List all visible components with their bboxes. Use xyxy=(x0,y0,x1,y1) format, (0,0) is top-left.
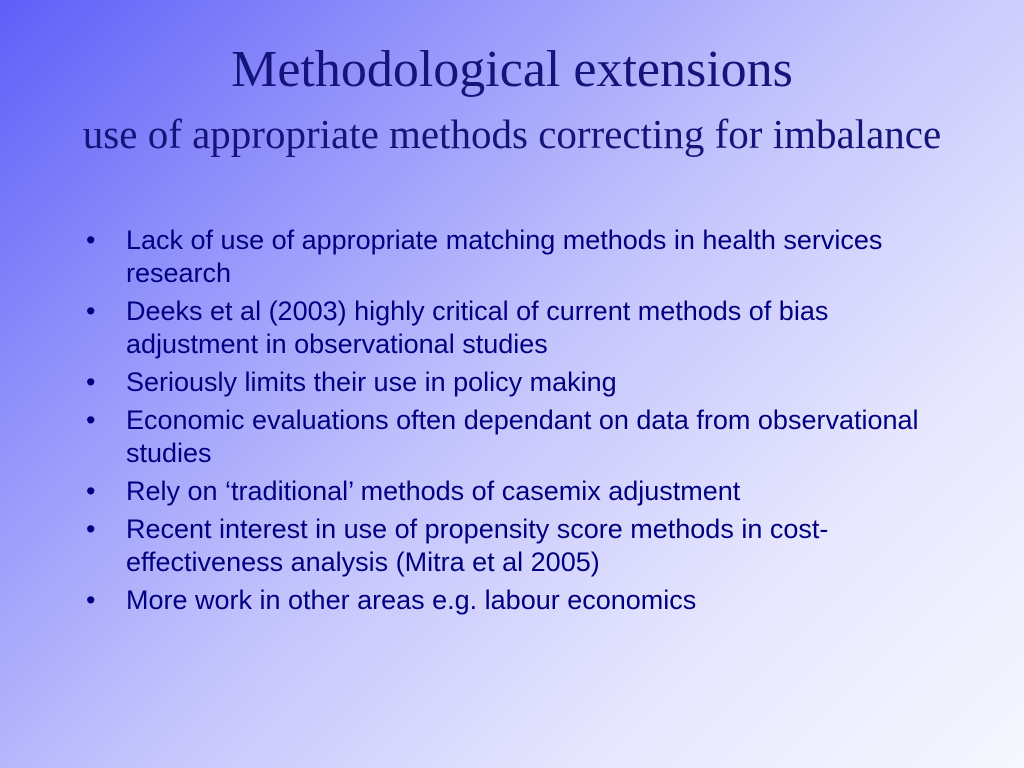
bullet-marker: • xyxy=(86,405,96,435)
bullet-text: Seriously limits their use in policy making xyxy=(126,367,617,397)
bullet-marker: • xyxy=(86,476,96,506)
bullet-item xyxy=(86,224,956,290)
bullet-marker: • xyxy=(86,367,96,397)
bullet-item xyxy=(86,584,956,617)
bullet-marker: • xyxy=(86,296,96,326)
bullet-text: More work in other areas e.g. labour economics xyxy=(126,585,697,615)
bullet-text: Economic evaluations often dependant on data from observational studies xyxy=(126,405,919,468)
slide-subtitle: use of appropriate methods correcting for imbalance xyxy=(82,111,942,157)
bullet-item xyxy=(86,475,956,508)
bullet-text: Lack of use of appropriate matching methods in health services research xyxy=(126,225,883,288)
bullet-list xyxy=(86,224,956,622)
bullet-marker: • xyxy=(86,514,96,544)
bullet-item xyxy=(86,404,956,470)
bullet-item xyxy=(86,295,956,361)
bullet-text: Rely on ‘traditional’ methods of casemix adjustment xyxy=(126,476,741,506)
title-block xyxy=(40,40,984,160)
bullet-text: Deeks et al (2003) highly critical of current methods of bias adjustment in observational studies xyxy=(126,296,829,359)
bullet-marker: • xyxy=(86,585,96,615)
bullet-text: Recent interest in use of propensity score methods in cost-effectiveness analysis (Mitra et al 2005) xyxy=(126,514,829,577)
bullet-marker: • xyxy=(86,225,96,255)
slide-title: Methodological extensions xyxy=(231,41,793,98)
bullet-item xyxy=(86,513,956,579)
bullet-item xyxy=(86,366,956,399)
